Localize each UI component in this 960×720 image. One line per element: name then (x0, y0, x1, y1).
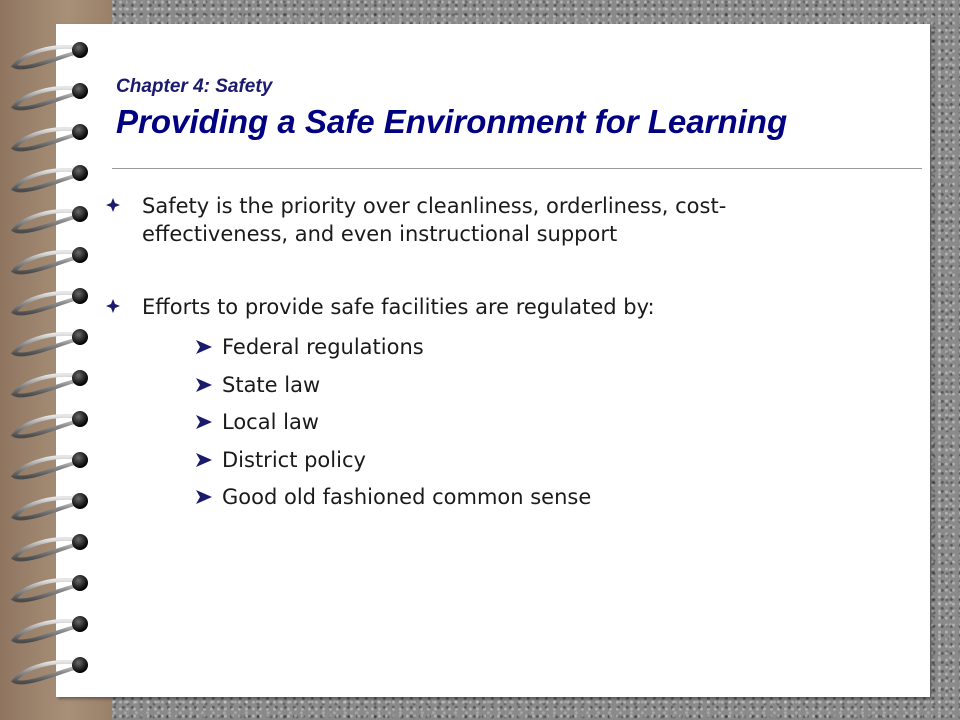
binding-ring (14, 370, 88, 395)
binding-ring (14, 534, 88, 559)
binding-ring (14, 616, 88, 641)
binding-ring (14, 42, 88, 67)
sub-list-item (196, 446, 824, 474)
binding-ring (14, 247, 88, 272)
binding-ring (14, 288, 88, 313)
sub-list (142, 333, 824, 511)
binding-ring (14, 411, 88, 436)
bullet-item (104, 293, 824, 511)
binding-ring (14, 493, 88, 518)
spiral-binding (0, 0, 120, 720)
sub-item-text: District policy (222, 447, 366, 472)
arrow-bullet-icon (196, 340, 212, 354)
binding-ring (14, 657, 88, 682)
arrow-bullet-icon (196, 378, 212, 392)
arrow-bullet-icon (196, 453, 212, 467)
bullet-item (104, 192, 824, 248)
diamond-bullet-icon (106, 198, 120, 212)
sub-item-text: Local law (222, 410, 319, 434)
chapter-label: Chapter 4: Safety (116, 76, 273, 97)
binding-ring (14, 165, 88, 190)
binding-ring (14, 124, 88, 149)
arrow-bullet-icon (196, 415, 212, 429)
slide-title: Providing a Safe Environment for Learning (116, 103, 788, 140)
diamond-bullet-icon (106, 299, 120, 313)
header-divider (112, 168, 922, 169)
sub-list-item (196, 371, 824, 399)
binding-ring (14, 575, 88, 600)
slide-header (116, 76, 916, 142)
bullet-text: Safety is the priority over cleanliness, orderliness, cost-effectiveness, and even instructional support (142, 194, 727, 246)
arrow-bullet-icon (196, 490, 212, 504)
bullet-text: Efforts to provide safe facilities are regulated by: (142, 295, 655, 319)
sub-item-text: State law (222, 372, 321, 397)
sub-list-item (196, 483, 824, 511)
sub-list-item (196, 333, 824, 361)
sub-list-item (196, 408, 824, 436)
sub-item-text: Good old fashioned common sense (222, 485, 592, 509)
sub-item-text: Federal regulations (222, 335, 424, 359)
binding-ring (14, 83, 88, 108)
slide-body (104, 192, 824, 521)
binding-ring (14, 329, 88, 354)
binding-ring (14, 452, 88, 477)
binding-ring (14, 206, 88, 231)
